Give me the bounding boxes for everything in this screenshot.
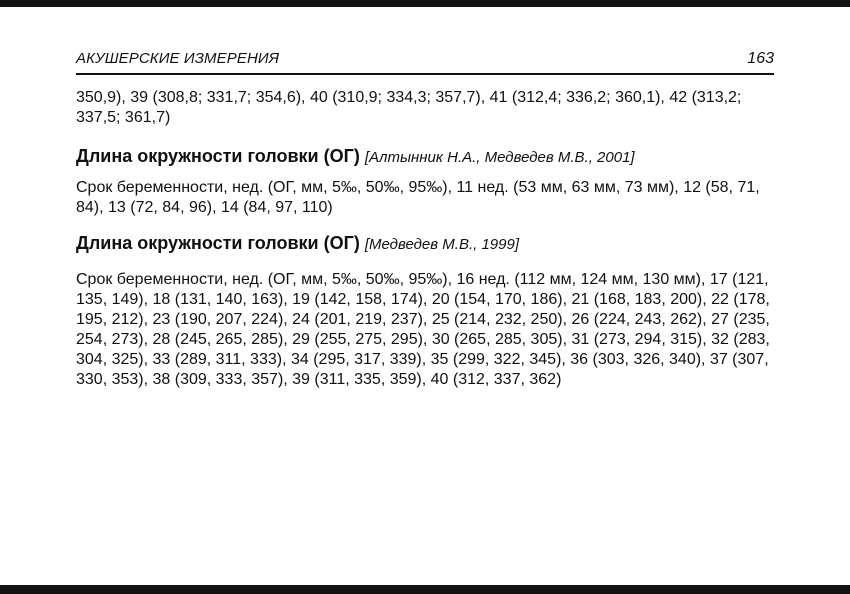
section-source-2: [Медведев М.В., 1999] xyxy=(364,236,519,253)
page-number: 163 xyxy=(747,50,774,67)
section-heading-1 xyxy=(76,145,776,169)
top-border-bar xyxy=(0,0,850,7)
bottom-border-bar xyxy=(0,585,850,594)
section-body-2: Срок беременности, нед. (ОГ, мм, 5‰, 50‰, 95‰), 16 нед. (112 мм, 124 мм, 130 мм), 17 (121, 135, 149), 18 (131, 140, 163), 19 (142, 158, 174), 20 (154, 170, 186), 21 (168, 183, 200), 22 (178, 195, 212), 23 (190, 207, 224), 24 (201, 219, 237), 25 (214, 232, 250), 26 (224, 243, 262), 27 (235, 254, 273), 28 (245, 265, 285), 29 (255, 275, 295), 30 (265, 285, 305), 31 (273, 294, 315), 32 (283, 304, 325), 33 (289, 311, 333), 34 (295, 317, 339), 35 (299, 322, 345), 36 (303, 326, 340), 37 (307, 330, 353), 38 (309, 333, 357), 39 (311, 335, 359), 40 (312, 337, 362) xyxy=(76,271,770,388)
continuation-paragraph: 350,9), 39 (308,8; 331,7; 354,6), 40 (310,9; 334,3; 357,7), 41 (312,4; 336,2; 360,1), 42 (313,2; 337,5; 361,7) xyxy=(76,89,742,126)
section-source-1: [Алтынник Н.А., Медведев М.В., 2001] xyxy=(364,149,635,166)
section-heading-2 xyxy=(76,232,776,256)
page-content xyxy=(76,88,776,390)
running-head-title: АКУШЕРСКИЕ ИЗМЕРЕНИЯ xyxy=(76,50,280,67)
section-body-1: Срок беременности, нед. (ОГ, мм, 5‰, 50‰, 95‰), 11 нед. (53 мм, 63 мм, 73 мм), 12 (58, 71, 84), 13 (72, 84, 96), 14 (84, 97, 110) xyxy=(76,179,760,216)
header-rule xyxy=(76,73,774,75)
section-title-2: Длина окружности головки (ОГ) xyxy=(76,233,360,253)
running-header xyxy=(76,49,774,71)
section-title-1: Длина окружности головки (ОГ) xyxy=(76,146,360,166)
